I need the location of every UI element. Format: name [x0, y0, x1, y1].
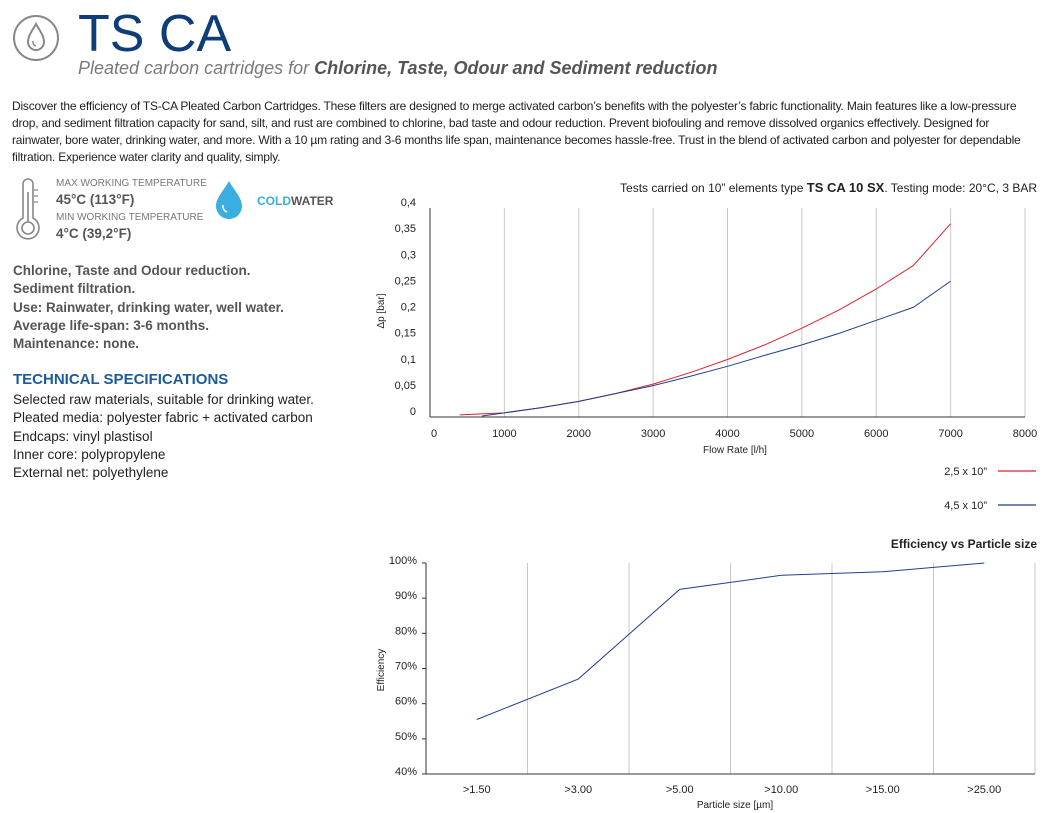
feature-item: Chlorine, Taste and Odour reduction.	[13, 263, 251, 278]
chart1-title-bold: TS CA 10 SX	[806, 180, 885, 195]
chart1-xticks	[431, 428, 1037, 440]
chart1-xtick-label: 7000	[938, 428, 963, 440]
chart1-xtick-label: 8000	[1012, 428, 1038, 440]
chart1-xtick-label: 0	[430, 428, 438, 440]
chart2-xlabel: Particle size [µm]	[696, 800, 774, 811]
chart1-ytick-label: 0,25	[394, 275, 416, 288]
spec-item: Selected raw materials, suitable for drinking water.	[13, 392, 314, 407]
chart2-ytick-label: 50%	[394, 730, 417, 743]
spec-item: External net: polyethylene	[13, 465, 169, 481]
chart2-ylabel: Efficiency	[376, 648, 387, 692]
chart1-ytick-label: 0,3	[400, 249, 416, 262]
coldwater-label	[257, 194, 333, 208]
chart1-title-suffix: . Testing mode: 20°C, 3 BAR	[884, 181, 1037, 195]
chart2-xtick-label: >5.00	[665, 784, 694, 796]
chart1-ytick-label: 0,15	[394, 327, 416, 340]
chart1-series	[460, 224, 951, 416]
chart1-title	[620, 180, 1037, 195]
chart2-xtick-label: >15.00	[865, 784, 900, 796]
chart1-ytick-label: 0	[409, 406, 416, 418]
chart2-ytick-label: 70%	[394, 660, 417, 673]
chart1-title-prefix: Tests carried on 10” elements type	[620, 181, 807, 195]
chart2-title: Efficiency vs Particle size	[890, 537, 1037, 551]
chart2-yticks	[389, 555, 417, 778]
tech-specs-list	[13, 391, 314, 482]
page-subtitle	[78, 58, 718, 79]
thermometer-icon	[12, 178, 44, 242]
chart1-ylabel: Δp [bar]	[376, 293, 387, 329]
chart1-xtick-label: 4000	[715, 428, 740, 440]
chart2-grid	[528, 563, 1036, 774]
min-temp-value: 4°C (39,2°F)	[56, 226, 132, 241]
chart1-xtick-label: 5000	[789, 428, 815, 440]
features-list	[13, 262, 284, 353]
chart1-xtick-label: 1000	[492, 428, 517, 440]
chart1-xtick-label: 2000	[566, 428, 591, 440]
chart1-xlabel: Flow Rate [l/h]	[703, 445, 767, 456]
max-temp-label: MAX WORKING TEMPERATURE	[56, 178, 207, 189]
chart1-series-line	[460, 224, 951, 415]
chart1-xtick-label: 6000	[864, 428, 889, 440]
subtitle-prefix: Pleated carbon cartridges for	[78, 58, 315, 78]
feature-item: Average life-span: 3-6 months.	[13, 317, 210, 333]
efficiency-chart	[360, 530, 1045, 813]
min-temp-label: MIN WORKING TEMPERATURE	[56, 212, 204, 223]
chart1-legend-label: 4,5 x 10”	[944, 500, 987, 512]
feature-item: Use: Rainwater, drinking water, well water.	[13, 299, 284, 315]
subtitle-bold: Chlorine, Taste, Odour and Sediment reduction	[314, 58, 718, 78]
water-text: WATER	[291, 194, 334, 208]
chart2-ytick-label: 80%	[394, 625, 417, 638]
tech-specs-title: TECHNICAL SPECIFICATIONS	[13, 371, 229, 388]
pressure-drop-chart	[360, 176, 1045, 516]
chart2-ytick-label: 60%	[394, 695, 417, 708]
spec-item: Pleated media: polyester fabric + activated carbon	[13, 410, 313, 426]
chart1-ytick-label: 0,35	[394, 223, 416, 236]
chart1-ytick-label: 0,2	[400, 301, 416, 314]
chart2-ytick-label: 100%	[388, 555, 417, 567]
chart2-xtick-label: >25.00	[967, 784, 1002, 796]
max-temp-value: 45°C (113°F)	[56, 192, 135, 207]
chart2-ytick-label: 40%	[394, 766, 417, 778]
chart2-xtick-label: >1.50	[462, 784, 491, 796]
page-title: TS CA	[78, 5, 232, 63]
cold-text: COLD	[257, 194, 291, 208]
chart1-ytick-label: 0,4	[400, 197, 416, 209]
feature-item: Maintenance: none.	[13, 336, 140, 352]
chart2-xtick-label: >10.00	[764, 784, 799, 796]
water-drop-logo-icon	[12, 14, 60, 62]
chart1-grid	[430, 208, 1025, 417]
chart1-ytick-label: 0,05	[394, 379, 416, 392]
chart1-series-line	[482, 281, 951, 416]
feature-item: Sediment filtration.	[13, 281, 136, 297]
chart1-legend-label: 2,5 x 10”	[944, 466, 987, 478]
spec-item: Inner core: polypropylene	[13, 446, 166, 462]
intro-paragraph: Discover the efficiency of TS-CA Pleated Carbon Cartridges. These filters are designed to merge activated carbon’s benefits with the polyester’s fabric functionality. Main features like a low-pressure drop, and sediment filtration capacity for sand, silt, and rust are combined to chlorine, bad taste and odour reduction. Prevent biofouling and remove dissolved organics effectively. Designed for rainwater, bore water, drinking water, and more. With a 10 µm rating and 3-6 months life span, maintenance becomes hassle-free. Trust in the blend of activated carbon and polyester for dependable filtration. Experience water clarity and quality, simply.	[12, 99, 1021, 164]
water-drop-icon	[214, 180, 244, 220]
chart1-ytick-label: 0,1	[400, 353, 416, 366]
chart1-yticks	[395, 197, 416, 418]
spec-item: Endcaps: vinyl plastisol	[13, 428, 153, 444]
chart1-xtick-label: 3000	[640, 428, 666, 440]
chart2-ytick-label: 90%	[394, 590, 417, 603]
chart2-xtick-label: >3.00	[564, 784, 593, 796]
chart1-legend	[944, 466, 1036, 512]
chart2-axes	[422, 563, 1035, 774]
chart2-xticks	[463, 784, 1001, 796]
